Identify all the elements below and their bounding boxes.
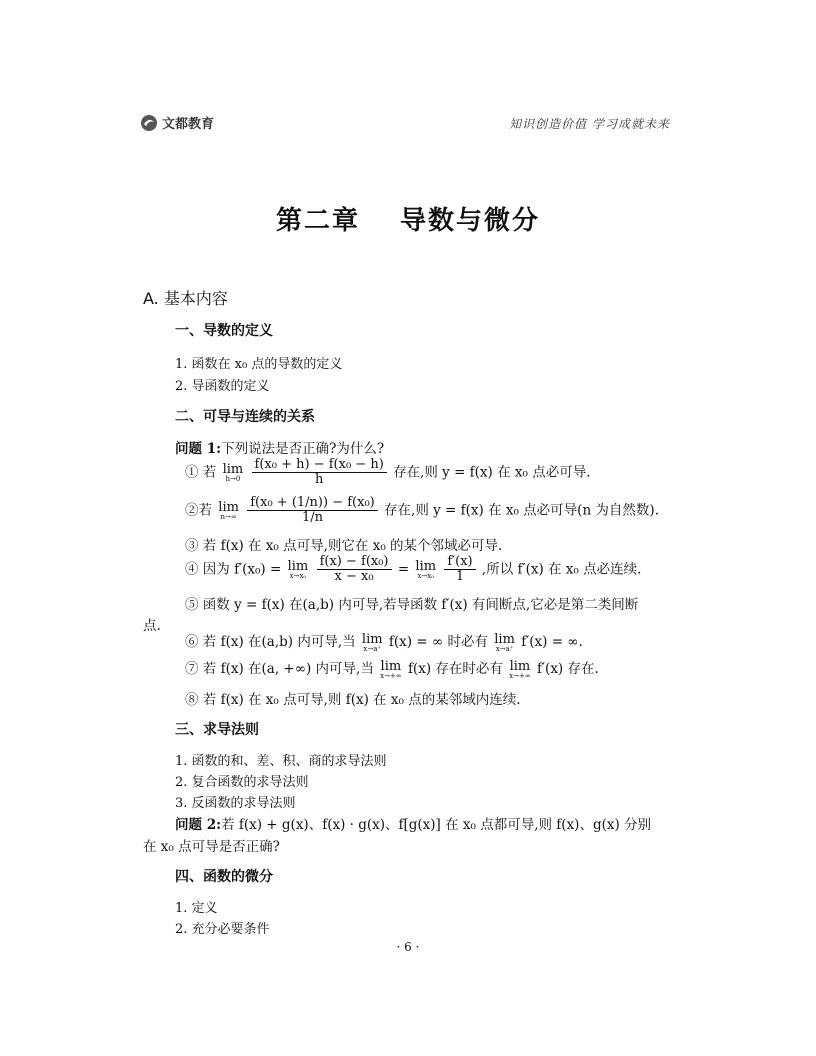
denominator: x − x₀ <box>334 569 374 585</box>
fraction <box>317 555 392 585</box>
statement-7 <box>185 657 599 680</box>
lim-subscript: x→x₀ <box>417 571 435 580</box>
section-heading: A. 基本内容 <box>143 289 228 308</box>
lim-subscript: x→+∞ <box>380 671 402 680</box>
statement-3: ③ 若 f(x) 在 x₀ 点可导,则它在 x₀ 的某个邻域必可导. <box>185 538 503 554</box>
chapter-name: 导数与微分 <box>400 206 541 236</box>
limit-operator <box>218 501 239 521</box>
statement-1 <box>185 458 591 488</box>
question-label: 问题 2: <box>175 817 222 833</box>
lim-word: lim <box>415 558 437 574</box>
statement-2 <box>185 496 659 526</box>
lim-subscript: x→a⁺ <box>495 644 514 653</box>
limit-operator <box>223 463 244 483</box>
lim-subscript: h→0 <box>225 474 241 483</box>
limit-operator <box>415 560 436 580</box>
numerator: f(x₀ + (1/n)) − f(x₀) <box>247 496 377 511</box>
question-label: 问题 1: <box>175 441 222 457</box>
question-text: 若 f(x) + g(x)、f(x) · g(x)、f[g(x)] 在 x₀ 点都可导,则 f(x)、g(x) 分别 <box>221 817 652 833</box>
limit-operator <box>509 660 531 680</box>
question-2-cont: 在 x₀ 点可导是否正确? <box>143 839 280 855</box>
logo-swirl-icon <box>140 114 158 132</box>
denominator: h <box>314 472 324 488</box>
limit-operator <box>494 633 515 653</box>
header-slogan: 知识创造价值 学习成就未来 <box>509 117 670 131</box>
publisher-logo <box>140 113 214 132</box>
subsection-title: 四、函数的微分 <box>175 869 273 885</box>
list-item: 2. 充分必要条件 <box>175 922 270 937</box>
statement-text: ,所以 f′(x) 在 x₀ 点必连续. <box>481 561 642 578</box>
list-item: 3. 反函数的求导法则 <box>175 796 296 811</box>
logo-text: 文都教育 <box>162 117 215 132</box>
lim-word: lim <box>380 658 402 674</box>
subsection-title: 三、求导法则 <box>175 722 259 738</box>
denominator: 1 <box>455 569 465 585</box>
statement-5-cont: 点. <box>143 618 161 634</box>
lim-word: lim <box>494 631 515 647</box>
list-item: 1. 定义 <box>175 901 218 916</box>
limit-operator <box>380 660 402 680</box>
statement-text: ⑥ 若 f(x) 在(a,b) 内可导,当 <box>185 634 356 650</box>
lim-subscript: n→∞ <box>220 512 237 521</box>
fraction <box>247 496 377 526</box>
statement-text: f′(x) 存在. <box>536 661 599 677</box>
statement-text: 存在,则 y = f(x) 在 x₀ 点必可导(n 为自然数). <box>384 502 659 519</box>
statement-6 <box>185 630 583 653</box>
list-item: 2. 导函数的定义 <box>175 379 270 394</box>
subsection-title: 二、可导与连续的关系 <box>175 409 315 425</box>
chapter-number: 第二章 <box>275 206 360 236</box>
question-2 <box>175 813 651 833</box>
statement-text: 存在,则 y = f(x) 在 x₀ 点必可导. <box>393 464 591 481</box>
statement-text: ⑦ 若 f(x) 在(a, +∞) 内可导,当 <box>185 661 374 677</box>
lim-subscript: x→a⁺ <box>363 644 382 653</box>
limit-operator <box>288 560 309 580</box>
lim-word: lim <box>361 631 383 647</box>
fraction <box>252 458 387 488</box>
statement-text: f(x) = ∞ 时必有 <box>388 634 488 650</box>
lim-subscript: x→x₀ <box>289 571 307 580</box>
limit-operator <box>362 633 383 653</box>
list-item: 1. 函数在 x₀ 点的导数的定义 <box>175 357 343 372</box>
subsection-title: 一、导数的定义 <box>175 323 273 339</box>
page-number: · 6 · <box>396 940 420 954</box>
lim-word: lim <box>287 558 309 574</box>
statement-4 <box>185 555 641 585</box>
numerator: f(x) − f(x₀) <box>317 555 392 570</box>
list-item: 2. 复合函数的求导法则 <box>175 775 309 790</box>
statement-8: ⑧ 若 f(x) 在 x₀ 点可导,则 f(x) 在 x₀ 点的某邻域内连续. <box>185 692 521 708</box>
statement-text: ②若 <box>185 502 212 519</box>
lim-subscript: x→+∞ <box>509 671 531 680</box>
statement-text: ① 若 <box>185 464 217 481</box>
lim-word: lim <box>509 658 531 674</box>
lim-word: lim <box>218 499 239 515</box>
numerator: f′(x) <box>444 555 475 570</box>
numerator: f(x₀ + h) − f(x₀ − h) <box>252 458 387 473</box>
statement-text: f(x) 存在时必有 <box>407 661 503 677</box>
statement-text: f′(x) = ∞. <box>521 634 583 650</box>
question-1 <box>175 437 384 457</box>
statement-text: ④ 因为 f′(x₀) = <box>185 561 282 578</box>
chapter-title <box>0 200 816 237</box>
list-item: 1. 函数的和、差、积、商的求导法则 <box>175 754 387 769</box>
statement-5: ⑤ 函数 y = f(x) 在(a,b) 内可导,若导函数 f′(x) 有间断点,它必是第二类间断 <box>185 597 639 613</box>
fraction <box>444 555 475 585</box>
question-text: 下列说法是否正确?为什么? <box>221 441 385 457</box>
denominator: 1/n <box>301 510 323 526</box>
lim-word: lim <box>222 461 244 477</box>
equals-sign: = <box>397 561 410 578</box>
